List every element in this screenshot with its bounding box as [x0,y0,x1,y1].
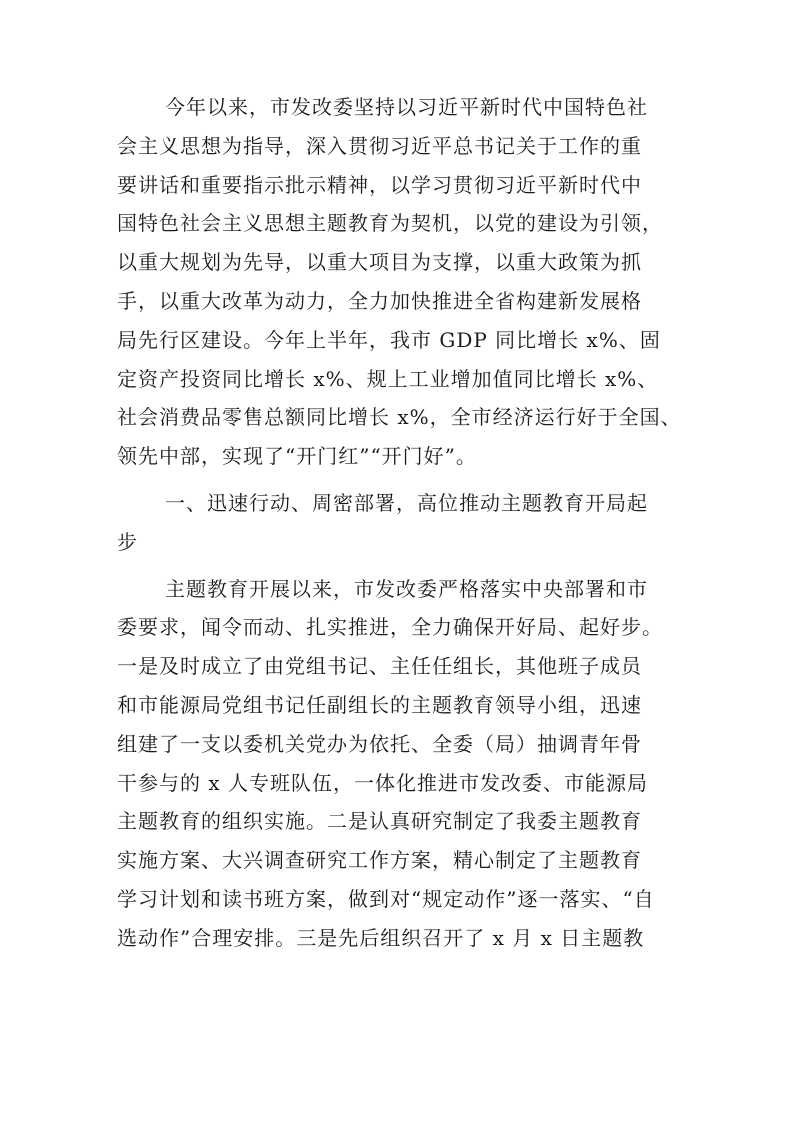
text-line: 领先中部，实现了“开门红”“开门好”。 [117,444,477,469]
text-line: 实施方案、大兴调查研究工作方案，精心制定了主题教育 [117,848,642,873]
text-line: 主题教育的组织实施。二是认真研究制定了我委主题教育 [117,809,642,834]
paragraph-intro [117,88,687,476]
heading-line: 一、迅速行动、周密部署，高位推动主题教育开局起 [165,490,648,515]
text-line: 定资产投资同比增长 x%、规上工业增加值同比增长 x%、 [117,366,659,391]
text-line: 国特色社会主义思想主题教育为契机，以党的建设为引领， [117,211,663,236]
text-line: 委要求，闻令而动、扎实推进，全力确保开好局、起好步。 [117,615,663,640]
text-line: 组建了一支以委机关党办为依托、全委（局）抽调青年骨 [117,731,642,756]
text-line: 手，以重大改革为动力，全力加快推进全省构建新发展格 [117,288,642,313]
paragraph-body [117,570,687,958]
text-line: 局先行区建设。今年上半年，我市 GDP 同比增长 x%、固 [117,327,661,352]
heading-line: 步 [117,529,138,554]
text-line: 主题教育开展以来，市发改委严格落实中央部署和市 [165,576,648,601]
text-line: 干参与的 x 人专班队伍，一体化推进市发改委、市能源局 [117,770,648,795]
document-body [117,88,687,958]
text-line: 学习计划和读书班方案，做到对“规定动作”逐一落实、“自 [117,886,655,911]
text-line: 选动作”合理安排。三是先后组织召开了 x 月 x 日主题教 [117,925,645,950]
text-line: 以重大规划为先导，以重大项目为支撑，以重大政策为抓 [117,250,642,275]
section-heading [117,484,687,562]
text-line: 会主义思想为指导，深入贯彻习近平总书记关于工作的重 [117,133,642,158]
text-line: 社会消费品零售总额同比增长 x%，全市经济运行好于全国、 [117,405,682,430]
text-line: 要讲话和重要指示批示精神，以学习贯彻习近平新时代中 [117,172,642,197]
text-line: 今年以来，市发改委坚持以习近平新时代中国特色社 [165,95,648,119]
text-line: 一是及时成立了由党组书记、主任任组长，其他班子成员 [117,654,642,679]
text-line: 和市能源局党组书记任副组长的主题教育领导小组，迅速 [117,692,642,717]
